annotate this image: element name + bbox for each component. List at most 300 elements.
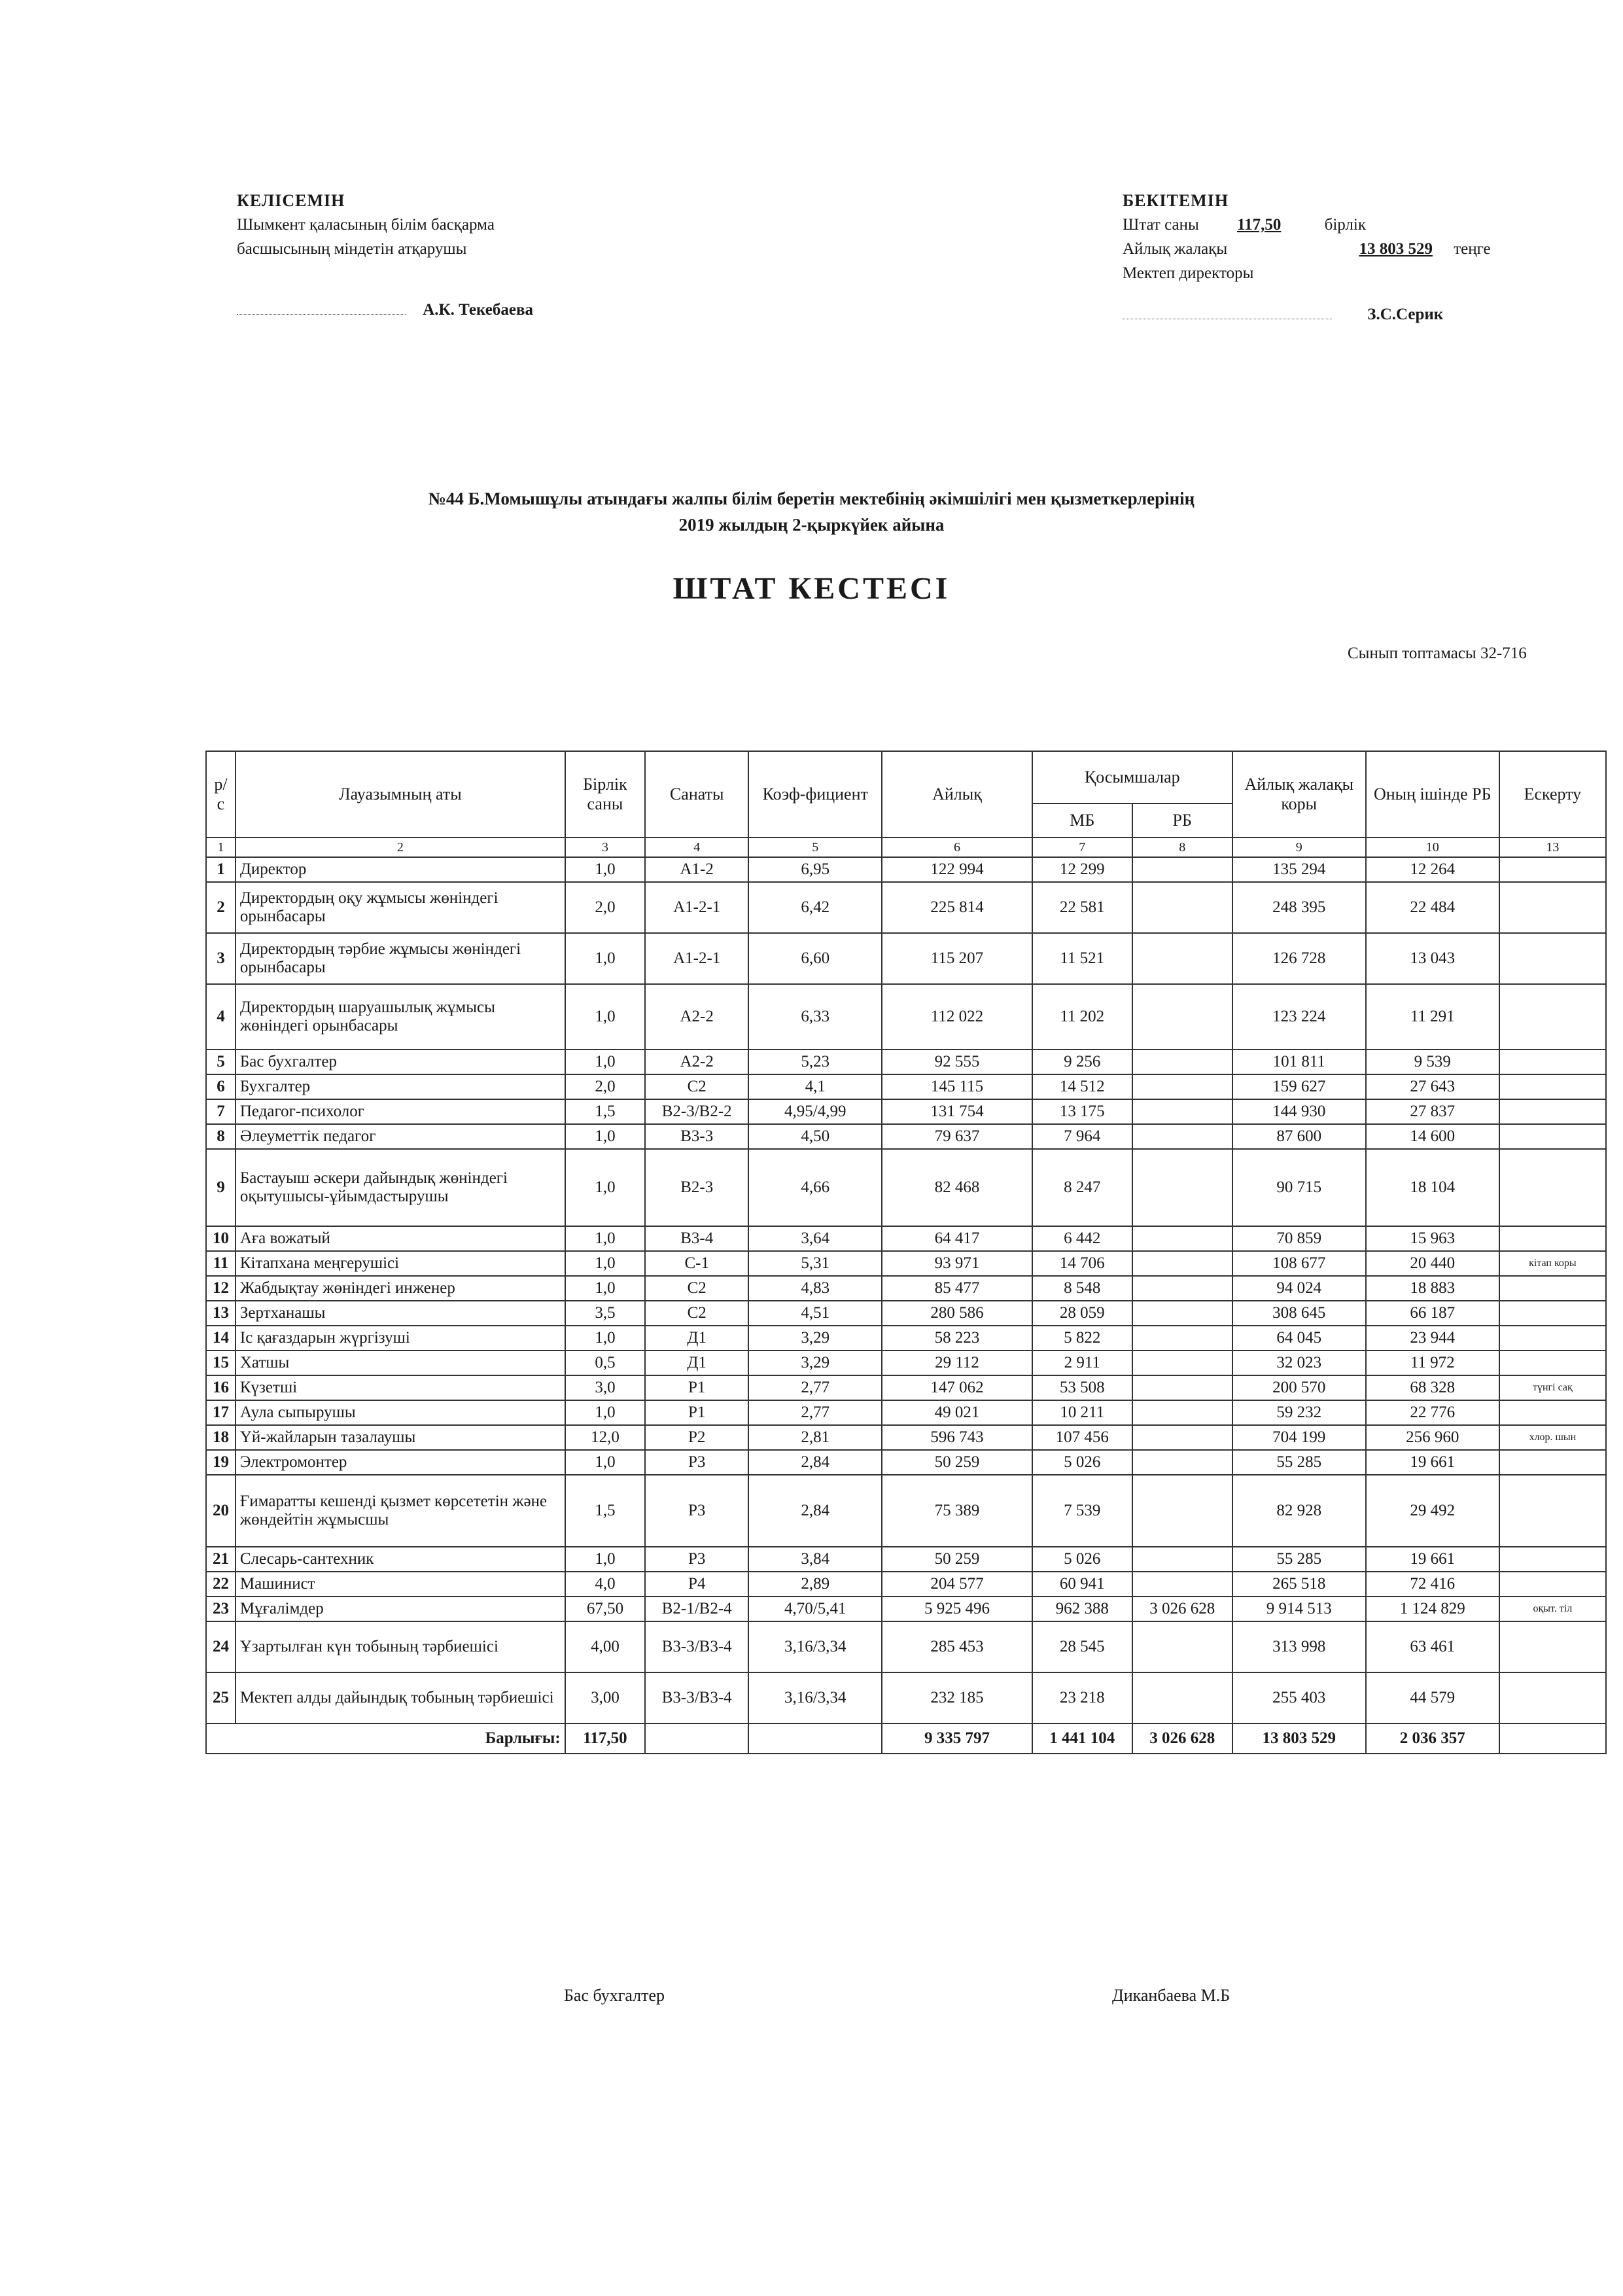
category: Р2	[645, 1425, 748, 1450]
position-name: Аға вожатый	[236, 1226, 565, 1251]
subtitle-line2: 2019 жылдың 2-қыркүйек айына	[678, 515, 945, 535]
table-row	[206, 1149, 1606, 1226]
row-number: 7	[206, 1099, 236, 1124]
approval-signature: З.С.Серик	[1367, 306, 1444, 323]
document-title: ШТАТ КЕСТЕСІ	[672, 571, 951, 606]
coefficient: 3,84	[748, 1547, 882, 1572]
addition-rb	[1132, 1672, 1232, 1723]
unit-count: 3,5	[565, 1301, 645, 1326]
note: түнгі сақ	[1499, 1375, 1606, 1400]
row-number: 25	[206, 1672, 236, 1723]
category: А1-2	[645, 857, 748, 882]
coefficient: 4,51	[748, 1301, 882, 1326]
position-name: Директордың шаруашылық жұмысы жөніндегі орынбасары	[236, 984, 565, 1050]
table-row	[206, 933, 1606, 984]
category: А2-2	[645, 984, 748, 1050]
row-number: 4	[206, 984, 236, 1050]
unit-count: 1,0	[565, 1251, 645, 1276]
monthly-salary: 50 259	[882, 1450, 1032, 1475]
addition-mb: 10 211	[1032, 1400, 1132, 1425]
monthly-salary: 232 185	[882, 1672, 1032, 1723]
row-number: 2	[206, 882, 236, 933]
total-units: 117,50	[565, 1723, 645, 1754]
column-number: 4	[645, 838, 748, 857]
salary-fund: 94 024	[1232, 1276, 1366, 1301]
note	[1499, 857, 1606, 882]
coefficient: 6,60	[748, 933, 882, 984]
unit-count: 1,0	[565, 857, 645, 882]
salary-fund: 9 914 513	[1232, 1597, 1366, 1621]
position-name: Үй-жайларын тазалаушы	[236, 1425, 565, 1450]
unit-count: 3,00	[565, 1672, 645, 1723]
agreement-signature-line	[237, 314, 406, 315]
monthly-salary: 596 743	[882, 1425, 1032, 1450]
column-number: 13	[1499, 838, 1606, 857]
in-rb: 13 043	[1366, 933, 1499, 984]
staff-count-label: Штат саны	[1123, 216, 1199, 234]
in-rb: 68 328	[1366, 1375, 1499, 1400]
column-number: 8	[1132, 838, 1232, 857]
unit-count: 1,0	[565, 933, 645, 984]
position-name: Слесарь-сантехник	[236, 1547, 565, 1572]
salary-fund: 265 518	[1232, 1572, 1366, 1597]
agreement-signature: А.К. Текебаева	[423, 301, 533, 319]
table-row	[206, 1276, 1606, 1301]
addition-mb: 11 521	[1032, 933, 1132, 984]
unit-count: 2,0	[565, 882, 645, 933]
header-rs: р/с	[206, 751, 236, 838]
unit-count: 4,00	[565, 1621, 645, 1672]
table-row	[206, 984, 1606, 1050]
addition-rb	[1132, 1251, 1232, 1276]
salary-fund: 59 232	[1232, 1400, 1366, 1425]
note: оқыт. тіл	[1499, 1597, 1606, 1621]
salary-fund: 87 600	[1232, 1124, 1366, 1149]
note	[1499, 1276, 1606, 1301]
category: В3-3	[645, 1124, 748, 1149]
agreement-line2: басшысының міндетін атқарушы	[237, 240, 467, 258]
note	[1499, 1074, 1606, 1099]
table-row	[206, 1074, 1606, 1099]
coefficient: 3,16/3,34	[748, 1672, 882, 1723]
addition-rb	[1132, 984, 1232, 1050]
agreement-line1: Шымкент қаласының білім басқарма	[237, 216, 495, 234]
table-row	[206, 1425, 1606, 1450]
header-rb: РБ	[1132, 804, 1232, 838]
position-name: Жабдықтау жөніндегі инженер	[236, 1276, 565, 1301]
addition-mb: 5 822	[1032, 1326, 1132, 1351]
note	[1499, 1450, 1606, 1475]
coefficient: 3,29	[748, 1326, 882, 1351]
table-row	[206, 1326, 1606, 1351]
staff-count-value: 117,50	[1237, 216, 1282, 234]
position-name: Хатшы	[236, 1351, 565, 1375]
monthly-salary: 115 207	[882, 933, 1032, 984]
row-number: 14	[206, 1326, 236, 1351]
monthly-salary: 29 112	[882, 1351, 1032, 1375]
addition-rb	[1132, 1149, 1232, 1226]
note	[1499, 1400, 1606, 1425]
salary-unit: теңге	[1454, 240, 1491, 258]
agreement-heading: КЕЛІСЕМІН	[237, 191, 345, 210]
unit-count: 2,0	[565, 1074, 645, 1099]
position-name: Мұғалімдер	[236, 1597, 565, 1621]
header-monthly: Айлық	[882, 751, 1032, 838]
unit-count: 0,5	[565, 1351, 645, 1375]
row-number: 23	[206, 1597, 236, 1621]
column-number-row	[206, 838, 1606, 857]
header-salary-fund: Айлық жалақы коры	[1232, 751, 1366, 838]
salary-fund: 123 224	[1232, 984, 1366, 1050]
total-in-rb: 2 036 357	[1366, 1723, 1499, 1754]
category: Р3	[645, 1475, 748, 1547]
addition-mb: 5 026	[1032, 1547, 1132, 1572]
addition-rb	[1132, 857, 1232, 882]
in-rb: 9 539	[1366, 1050, 1499, 1074]
row-number: 18	[206, 1425, 236, 1450]
in-rb: 11 291	[1366, 984, 1499, 1050]
in-rb: 15 963	[1366, 1226, 1499, 1251]
column-number: 5	[748, 838, 882, 857]
row-number: 6	[206, 1074, 236, 1099]
note	[1499, 1547, 1606, 1572]
category: С-1	[645, 1251, 748, 1276]
unit-count: 1,0	[565, 1124, 645, 1149]
row-number: 19	[206, 1450, 236, 1475]
agreement-block	[237, 188, 695, 322]
in-rb: 27 643	[1366, 1074, 1499, 1099]
position-name: Педагог-психолог	[236, 1099, 565, 1124]
row-number: 21	[206, 1547, 236, 1572]
salary-fund: 101 811	[1232, 1050, 1366, 1074]
coefficient: 5,31	[748, 1251, 882, 1276]
in-rb: 66 187	[1366, 1301, 1499, 1326]
coefficient: 6,33	[748, 984, 882, 1050]
total-label: Барлығы:	[206, 1723, 565, 1754]
document-subtitle	[0, 486, 1623, 538]
unit-count: 4,0	[565, 1572, 645, 1597]
table-row	[206, 1226, 1606, 1251]
monthly-salary: 58 223	[882, 1326, 1032, 1351]
table-row	[206, 1475, 1606, 1547]
position-name: Бастауыш әскери дайындық жөніндегі оқытушысы-ұйымдастырушы	[236, 1149, 565, 1226]
unit-count: 1,0	[565, 1149, 645, 1226]
table-row	[206, 1251, 1606, 1276]
category: А1-2-1	[645, 933, 748, 984]
row-number: 24	[206, 1621, 236, 1672]
header-additions: Қосымшалар	[1032, 751, 1232, 804]
monthly-salary: 82 468	[882, 1149, 1032, 1226]
coefficient: 3,64	[748, 1226, 882, 1251]
in-rb: 256 960	[1366, 1425, 1499, 1450]
salary-fund: 32 023	[1232, 1351, 1366, 1375]
salary-fund: 313 998	[1232, 1621, 1366, 1672]
in-rb: 29 492	[1366, 1475, 1499, 1547]
monthly-salary: 225 814	[882, 882, 1032, 933]
salary-fund: 144 930	[1232, 1099, 1366, 1124]
column-number: 9	[1232, 838, 1366, 857]
addition-rb	[1132, 1124, 1232, 1149]
addition-mb: 962 388	[1032, 1597, 1132, 1621]
coefficient: 6,42	[748, 882, 882, 933]
category: В2-3	[645, 1149, 748, 1226]
approver-position: Мектеп директоры	[1123, 264, 1254, 282]
position-name: Мектеп алды дайындық тобының тәрбиешісі	[236, 1672, 565, 1723]
in-rb: 20 440	[1366, 1251, 1499, 1276]
salary-fund: 704 199	[1232, 1425, 1366, 1450]
addition-mb: 7 539	[1032, 1475, 1132, 1547]
salary-fund: 135 294	[1232, 857, 1366, 882]
note	[1499, 1351, 1606, 1375]
table-row	[206, 882, 1606, 933]
category: В3-3/В3-4	[645, 1672, 748, 1723]
salary-fund: 126 728	[1232, 933, 1366, 984]
in-rb: 44 579	[1366, 1672, 1499, 1723]
monthly-salary: 93 971	[882, 1251, 1032, 1276]
note	[1499, 1475, 1606, 1547]
unit-count: 1,5	[565, 1475, 645, 1547]
salary-fund: 55 285	[1232, 1450, 1366, 1475]
position-name: Бухгалтер	[236, 1074, 565, 1099]
monthly-salary: 5 925 496	[882, 1597, 1032, 1621]
note	[1499, 1050, 1606, 1074]
addition-rb	[1132, 1572, 1232, 1597]
note	[1499, 1326, 1606, 1351]
coefficient: 2,89	[748, 1572, 882, 1597]
addition-mb: 22 581	[1032, 882, 1132, 933]
note	[1499, 882, 1606, 933]
position-name: Әлеуметтік педагог	[236, 1124, 565, 1149]
category: Р3	[645, 1450, 748, 1475]
addition-rb	[1132, 1301, 1232, 1326]
unit-count: 1,0	[565, 1400, 645, 1425]
monthly-salary: 49 021	[882, 1400, 1032, 1425]
in-rb: 23 944	[1366, 1326, 1499, 1351]
addition-rb	[1132, 1547, 1232, 1572]
position-name: Күзетші	[236, 1375, 565, 1400]
approval-heading: БЕКІТЕМІН	[1123, 191, 1229, 210]
category: Р1	[645, 1400, 748, 1425]
in-rb: 22 776	[1366, 1400, 1499, 1425]
addition-mb: 14 512	[1032, 1074, 1132, 1099]
category: Р3	[645, 1547, 748, 1572]
addition-mb: 6 442	[1032, 1226, 1132, 1251]
in-rb: 27 837	[1366, 1099, 1499, 1124]
salary-value: 13 803 529	[1359, 240, 1433, 258]
addition-mb: 28 059	[1032, 1301, 1132, 1326]
category: Д1	[645, 1326, 748, 1351]
position-name: Бас бухгалтер	[236, 1050, 565, 1074]
salary-fund: 70 859	[1232, 1226, 1366, 1251]
addition-rb	[1132, 1074, 1232, 1099]
unit-count: 1,0	[565, 1276, 645, 1301]
in-rb: 19 661	[1366, 1547, 1499, 1572]
note	[1499, 1226, 1606, 1251]
note	[1499, 1149, 1606, 1226]
coefficient: 2,77	[748, 1400, 882, 1425]
monthly-salary: 131 754	[882, 1099, 1032, 1124]
header-units: Бірлік саны	[565, 751, 645, 838]
total-mb: 1 441 104	[1032, 1723, 1132, 1754]
row-number: 5	[206, 1050, 236, 1074]
row-number: 1	[206, 857, 236, 882]
coefficient: 2,81	[748, 1425, 882, 1450]
coefficient: 4,95/4,99	[748, 1099, 882, 1124]
row-number: 16	[206, 1375, 236, 1400]
addition-mb: 28 545	[1032, 1621, 1132, 1672]
table-row	[206, 1597, 1606, 1621]
monthly-salary: 92 555	[882, 1050, 1032, 1074]
position-name: Директор	[236, 857, 565, 882]
addition-rb	[1132, 1276, 1232, 1301]
salary-fund: 308 645	[1232, 1301, 1366, 1326]
unit-count: 1,0	[565, 1450, 645, 1475]
total-rb: 3 026 628	[1132, 1723, 1232, 1754]
addition-mb: 13 175	[1032, 1099, 1132, 1124]
category: В2-3/В2-2	[645, 1099, 748, 1124]
column-number: 6	[882, 838, 1032, 857]
row-number: 17	[206, 1400, 236, 1425]
position-name: Директордың тәрбие жұмысы жөніндегі орынбасары	[236, 933, 565, 984]
category: В2-1/В2-4	[645, 1597, 748, 1621]
header-mb: МБ	[1032, 804, 1132, 838]
table-row	[206, 1301, 1606, 1326]
table-row	[206, 1450, 1606, 1475]
header-coefficient: Коэф-фициент	[748, 751, 882, 838]
addition-mb: 60 941	[1032, 1572, 1132, 1597]
class-group: Сынып топтамасы 32-716	[1348, 645, 1527, 662]
coefficient: 2,84	[748, 1475, 882, 1547]
table-row	[206, 1375, 1606, 1400]
monthly-salary: 64 417	[882, 1226, 1032, 1251]
in-rb: 12 264	[1366, 857, 1499, 882]
addition-rb	[1132, 1351, 1232, 1375]
position-name: Іс қағаздарын жүргізуші	[236, 1326, 565, 1351]
column-number: 1	[206, 838, 236, 857]
table-row	[206, 1400, 1606, 1425]
coefficient: 4,66	[748, 1149, 882, 1226]
row-number: 3	[206, 933, 236, 984]
addition-mb: 23 218	[1032, 1672, 1132, 1723]
table-row	[206, 857, 1606, 882]
unit-count: 3,0	[565, 1375, 645, 1400]
table-row	[206, 1099, 1606, 1124]
total-coefficient	[748, 1723, 882, 1754]
in-rb: 1 124 829	[1366, 1597, 1499, 1621]
unit-count: 12,0	[565, 1425, 645, 1450]
coefficient: 4,50	[748, 1124, 882, 1149]
in-rb: 11 972	[1366, 1351, 1499, 1375]
monthly-salary: 85 477	[882, 1276, 1032, 1301]
position-name: Кітапхана меңгерушісі	[236, 1251, 565, 1276]
category: Р1	[645, 1375, 748, 1400]
coefficient: 4,70/5,41	[748, 1597, 882, 1621]
row-number: 8	[206, 1124, 236, 1149]
column-number: 10	[1366, 838, 1499, 857]
subtitle-line1: №44 Б.Момышұлы атындағы жалпы білім беретін мектебінің әкімшілігі мен қызметкерлерінің	[428, 489, 1195, 508]
in-rb: 18 883	[1366, 1276, 1499, 1301]
note	[1499, 933, 1606, 984]
category: А2-2	[645, 1050, 748, 1074]
unit-count: 1,0	[565, 1050, 645, 1074]
column-number: 7	[1032, 838, 1132, 857]
addition-rb	[1132, 1226, 1232, 1251]
monthly-salary: 280 586	[882, 1301, 1032, 1326]
addition-mb: 8 548	[1032, 1276, 1132, 1301]
in-rb: 63 461	[1366, 1621, 1499, 1672]
monthly-salary: 285 453	[882, 1621, 1032, 1672]
row-number: 12	[206, 1276, 236, 1301]
addition-mb: 2 911	[1032, 1351, 1132, 1375]
footer-accountant-name: Диканбаева М.Б	[1112, 1986, 1230, 2005]
coefficient: 4,83	[748, 1276, 882, 1301]
column-number: 2	[236, 838, 565, 857]
addition-rb: 3 026 628	[1132, 1597, 1232, 1621]
footer-chief-accountant: Бас бухгалтер	[564, 1986, 665, 2005]
addition-rb	[1132, 1425, 1232, 1450]
addition-rb	[1132, 1450, 1232, 1475]
category: С2	[645, 1301, 748, 1326]
coefficient: 2,77	[748, 1375, 882, 1400]
unit-count: 1,0	[565, 984, 645, 1050]
row-number: 11	[206, 1251, 236, 1276]
position-name: Зертханашы	[236, 1301, 565, 1326]
salary-fund: 248 395	[1232, 882, 1366, 933]
category: А1-2-1	[645, 882, 748, 933]
staff-count-unit: бірлік	[1324, 216, 1367, 234]
note	[1499, 1572, 1606, 1597]
salary-fund: 64 045	[1232, 1326, 1366, 1351]
addition-mb: 53 508	[1032, 1375, 1132, 1400]
unit-count: 1,5	[565, 1099, 645, 1124]
row-number: 13	[206, 1301, 236, 1326]
position-name: Ғимаратты кешенді қызмет көрсететін және жөндейтін жұмысшы	[236, 1475, 565, 1547]
monthly-salary: 122 994	[882, 857, 1032, 882]
row-number: 15	[206, 1351, 236, 1375]
monthly-salary: 112 022	[882, 984, 1032, 1050]
header-note: Ескерту	[1499, 751, 1606, 838]
addition-rb	[1132, 1621, 1232, 1672]
note: кітап коры	[1499, 1251, 1606, 1276]
category: С2	[645, 1074, 748, 1099]
table-row	[206, 1572, 1606, 1597]
coefficient: 6,95	[748, 857, 882, 882]
header-name: Лауазымның аты	[236, 751, 565, 838]
table-row	[206, 1050, 1606, 1074]
in-rb: 72 416	[1366, 1572, 1499, 1597]
addition-rb	[1132, 1375, 1232, 1400]
table-row	[206, 1351, 1606, 1375]
note	[1499, 1301, 1606, 1326]
addition-mb: 7 964	[1032, 1124, 1132, 1149]
salary-fund: 159 627	[1232, 1074, 1366, 1099]
addition-rb	[1132, 1099, 1232, 1124]
staff-table	[205, 751, 1607, 1754]
addition-rb	[1132, 882, 1232, 933]
salary-fund: 255 403	[1232, 1672, 1366, 1723]
salary-fund: 82 928	[1232, 1475, 1366, 1547]
coefficient: 4,1	[748, 1074, 882, 1099]
total-note	[1499, 1723, 1606, 1754]
note	[1499, 1124, 1606, 1149]
position-name: Аула сыпырушы	[236, 1400, 565, 1425]
addition-rb	[1132, 933, 1232, 984]
category: С2	[645, 1276, 748, 1301]
position-name: Ұзартылған күн тобының тәрбиешісі	[236, 1621, 565, 1672]
monthly-salary: 75 389	[882, 1475, 1032, 1547]
row-number: 22	[206, 1572, 236, 1597]
addition-rb	[1132, 1050, 1232, 1074]
